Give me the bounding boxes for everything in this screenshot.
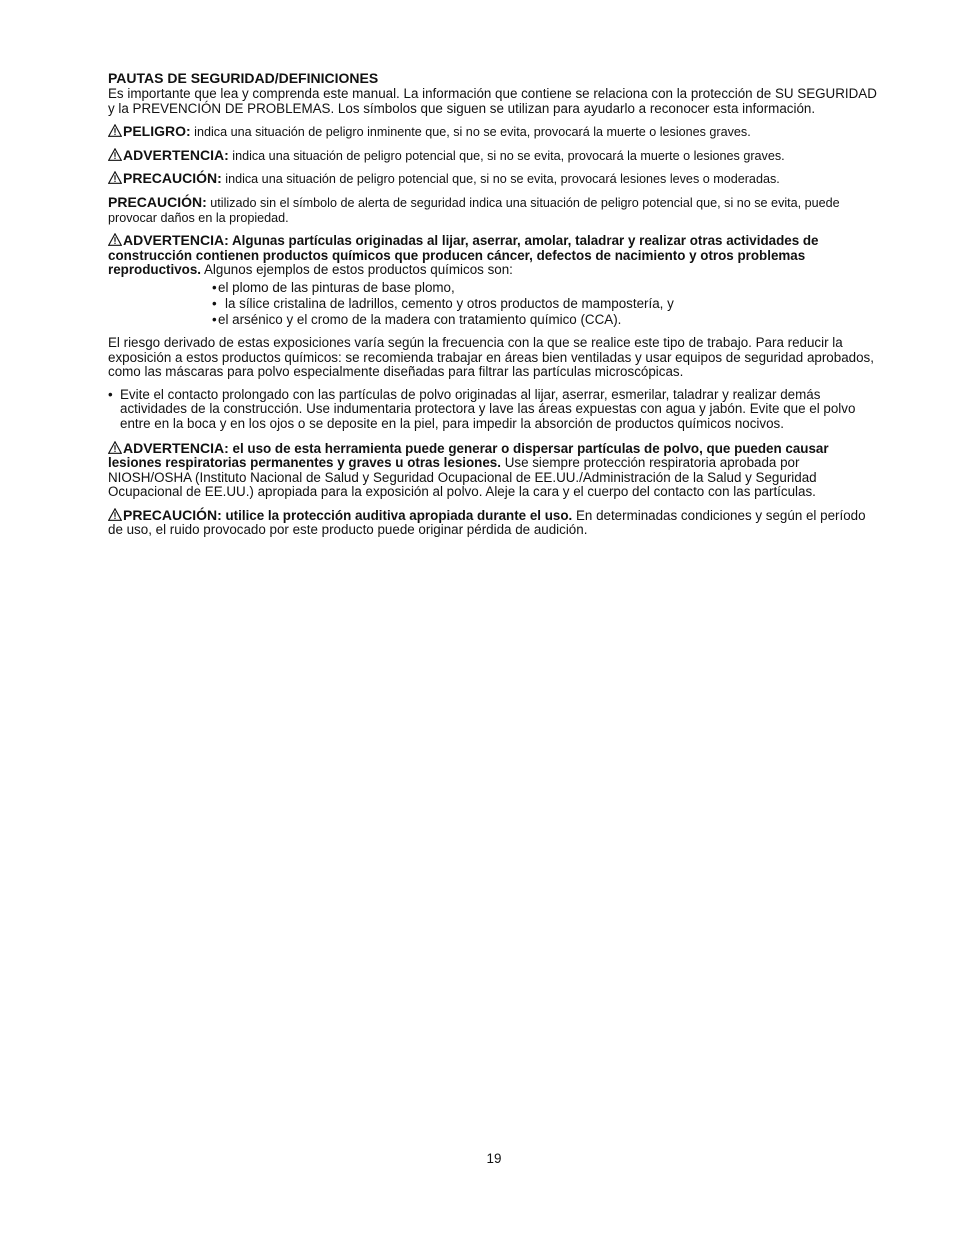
- signal-word-advertencia-dust: ADVERTENCIA:: [123, 439, 229, 456]
- warning-triangle-icon: [108, 508, 122, 521]
- dust-contact-bullet: [108, 388, 880, 432]
- chemicals-list: [212, 280, 880, 328]
- signal-word-precaucion: PRECAUCIÓN:: [123, 170, 222, 187]
- warning-dust-text: Use siempre protección respiratoria aprobada por NIOSH/OSHA (Instituto Nacional de Salud y Seguridad Ocupacional de EE.UU./Administración de la Salud y Seguridad Ocupacional de EE.UU.) apropiada para la exposición al polvo. Aleje la cara y el cuerpo del contacto con las partículas.: [108, 455, 817, 500]
- warning-triangle-icon: [108, 233, 122, 246]
- definition-precaucion-no-symbol-text: utilizado sin el símbolo de alerta de seguridad indica una situación de peligro potencial que, si no se evita, puede provocar daños en la propiedad.: [108, 195, 840, 225]
- definition-precaucion-no-symbol: [108, 195, 880, 225]
- definition-advertencia: [108, 148, 880, 164]
- list-item: • la sílice cristalina de ladrillos, cemento y otros productos de mampostería, y: [212, 295, 674, 311]
- warning-triangle-icon: [108, 124, 122, 137]
- warning-triangle-icon: [108, 171, 122, 184]
- safety-definitions-page: [108, 70, 880, 546]
- signal-word-advertencia-chemicals: ADVERTENCIA:: [123, 232, 229, 249]
- dust-contact-text: Evite el contacto prolongado con las partículas de polvo originadas al lijar, aserrar, esmerilar, taladrar y realizar demás actividades de la construcción. Use indumentaria protectora y lave las áreas expuestas con agua y jabón. Evite que el polvo entre en la boca y en los ojos o se deposite en la piel, para impedir la absorción de productos químicos nocivos.: [120, 386, 856, 431]
- definition-peligro: [108, 124, 880, 140]
- definition-precaucion: [108, 171, 880, 187]
- definition-precaucion-text: indica una situación de peligro potencial que, si no se evita, provocará lesiones leves o moderadas.: [221, 172, 780, 187]
- caution-hearing: [108, 508, 880, 538]
- signal-word-precaucion-hearing: PRECAUCIÓN:: [123, 506, 222, 523]
- warning-triangle-icon: [108, 148, 122, 161]
- caution-hearing-bold-text: utilice la protección auditiva apropiada durante el uso.: [221, 507, 573, 523]
- page-number: 19: [486, 1151, 502, 1166]
- warning-dust: [108, 441, 880, 500]
- bullet-dot: •: [108, 386, 113, 402]
- caution-hearing-text: En determinadas condiciones y según el período de uso, el ruido provocado por este producto puede originar pérdida de audición.: [108, 507, 866, 538]
- list-item: •el arsénico y el cromo de la madera con tratamiento químico (CCA).: [212, 311, 622, 327]
- definition-advertencia-text: indica una situación de peligro potencial que, si no se evita, provocará la muerte o lesiones graves.: [228, 148, 785, 163]
- definition-peligro-text: indica una situación de peligro inminente que, si no se evita, provocará la muerte o lesiones graves.: [190, 125, 751, 140]
- warning-chemicals-text: Algunos ejemplos de estos productos químicos son:: [201, 262, 513, 278]
- section-heading: PAUTAS DE SEGURIDAD/DEFINICIONES: [108, 70, 379, 86]
- intro-paragraph: Es importante que lea y comprenda este manual. La información que contiene se relaciona con la protección de SU SEGURIDAD y la PREVENCIÓN DE PROBLEMAS. Los símbolos que siguen se utilizan para ayudarlo a reconocer esta información.: [108, 86, 877, 116]
- warning-chemicals-bold-text: Algunas partículas originadas al lijar, aserrar, amolar, taladrar y realizar otras actividades de construcción contienen productos químicos que producen cáncer, defectos de nacimiento y otros problemas reproductivos.: [108, 233, 819, 278]
- signal-word-advertencia: ADVERTENCIA:: [123, 146, 229, 163]
- warning-triangle-icon: [108, 441, 122, 454]
- risk-paragraph: El riesgo derivado de estas exposiciones varía según la frecuencia con la que se realice este tipo de trabajo. Para reducir la exposición a estos productos químicos: se recomienda trabajar en áreas bien ventiladas y usar equipos de seguridad aprobados, como las máscaras para polvo especialmente diseñadas para filtrar las partículas microscópicas.: [108, 334, 874, 380]
- signal-word-peligro: PELIGRO:: [123, 123, 191, 140]
- warning-dust-bold-text: el uso de esta herramienta puede generar o dispersar partículas de polvo, que pueden causar lesiones respiratorias permanentes y graves u otras lesiones.: [108, 440, 829, 471]
- signal-word-precaucion-no-symbol: PRECAUCIÓN:: [108, 193, 207, 210]
- list-item: •el plomo de las pinturas de base plomo,: [212, 279, 455, 295]
- warning-chemicals: [108, 233, 880, 278]
